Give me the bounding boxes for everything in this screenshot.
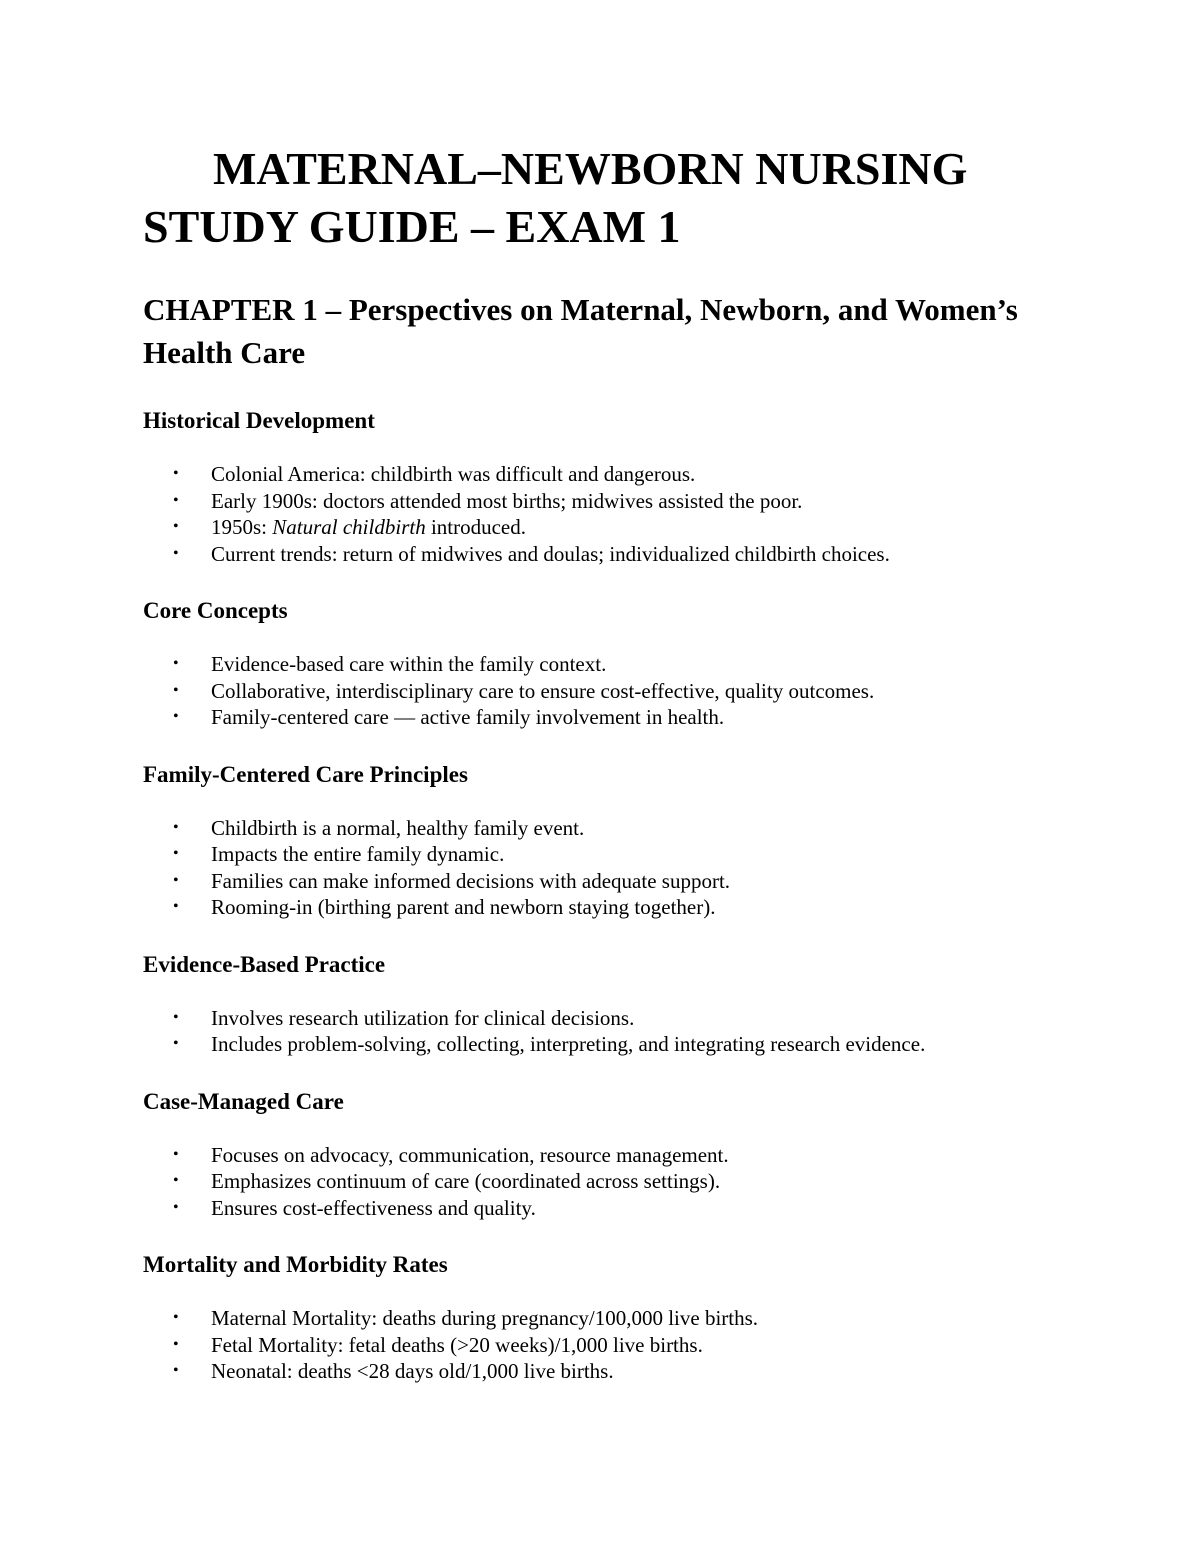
bullet-list (143, 461, 1043, 567)
list-item (143, 841, 1043, 868)
list-item (143, 704, 1043, 731)
list-item (143, 514, 1043, 541)
bullet-icon: • (173, 681, 179, 699)
section (143, 1251, 1043, 1385)
section (143, 1088, 1043, 1222)
list-item (143, 815, 1043, 842)
section-heading: Evidence-Based Practice (143, 951, 386, 977)
list-item (143, 1142, 1043, 1169)
bullet-icon: • (173, 518, 179, 535)
bullet-icon: • (173, 898, 179, 915)
list-item (143, 678, 1043, 705)
bullet-list (143, 815, 1043, 921)
list-item (143, 1358, 1043, 1385)
emphasis-text: Natural childbirth (272, 515, 426, 539)
bullet-icon: • (173, 491, 179, 509)
list-item (143, 1168, 1043, 1195)
bullet-list (143, 1005, 1043, 1058)
section (143, 407, 1043, 567)
section (143, 761, 1043, 921)
section-heading: Family-Centered Care Principles (143, 761, 468, 787)
list-item-text: Evidence-based care within the family context. (211, 652, 607, 676)
list-item (143, 1195, 1043, 1222)
list-item (143, 1005, 1043, 1032)
bullet-icon: • (173, 1035, 179, 1052)
list-item-text: Involves research utilization for clinical decisions. (211, 1005, 635, 1030)
bullet-icon: • (173, 845, 179, 862)
bullet-icon: • (173, 1008, 179, 1026)
chapter-title: CHAPTER 1 – Perspectives on Maternal, Newborn, and Women’s Health Care (143, 292, 1018, 370)
document-content (143, 140, 1043, 1385)
bullet-icon: • (173, 465, 179, 482)
list-item-text: Family-centered care — active family involvement in health. (211, 705, 725, 729)
list-item-text: Impacts the entire family dynamic. (211, 842, 505, 866)
list-item-text: Rooming-in (birthing parent and newborn staying together). (211, 895, 716, 919)
list-item-text: Neonatal: deaths <28 days old/1,000 live births. (211, 1359, 614, 1383)
bullet-icon: • (173, 818, 179, 836)
section-heading: Mortality and Morbidity Rates (143, 1252, 448, 1277)
list-item-text: Current trends: return of midwives and doulas; individualized childbirth choices. (211, 541, 890, 566)
bullet-list (143, 651, 1043, 731)
list-item (143, 651, 1043, 678)
section-heading: Case-Managed Care (143, 1088, 344, 1114)
section-heading: Core Concepts (143, 598, 288, 623)
bullet-icon: • (173, 1362, 179, 1379)
list-item (143, 461, 1043, 488)
list-item-text: Includes problem-solving, collecting, interpreting, and integrating research evidence. (211, 1032, 926, 1056)
list-item (143, 1305, 1043, 1332)
bullet-icon: • (173, 544, 179, 562)
bullet-icon: • (173, 655, 179, 672)
bullet-icon: • (173, 1309, 179, 1326)
bullet-list (143, 1305, 1043, 1385)
list-item-text: Fetal Mortality: fetal deaths (>20 weeks)/1,000 live births. (211, 1332, 703, 1357)
list-item-text: Families can make informed decisions with adequate support. (211, 868, 731, 893)
list-item-text: Colonial America: childbirth was difficult and dangerous. (211, 462, 696, 486)
bullet-icon: • (173, 1198, 179, 1216)
bullet-icon: • (173, 1145, 179, 1163)
list-item (143, 488, 1043, 515)
document-title: MATERNAL–NEWBORN NURSING STUDY GUIDE – EXAM 1 (143, 143, 968, 252)
bullet-icon: • (173, 1172, 179, 1189)
list-item (143, 894, 1043, 921)
section (143, 597, 1043, 731)
list-item-text: 1950s: Natural childbirth introduced. (211, 515, 527, 539)
list-item-text: Early 1900s: doctors attended most births; midwives assisted the poor. (211, 488, 803, 513)
list-item-text: Childbirth is a normal, healthy family event. (211, 815, 585, 840)
list-item-text: Collaborative, interdisciplinary care to ensure cost-effective, quality outcomes. (211, 678, 875, 703)
bullet-icon: • (173, 1335, 179, 1353)
section-heading: Historical Development (143, 408, 375, 433)
sections-container (143, 407, 1043, 1385)
section (143, 951, 1043, 1058)
list-item (143, 1031, 1043, 1058)
bullet-list (143, 1142, 1043, 1222)
list-item-text: Ensures cost-effectiveness and quality. (211, 1195, 536, 1220)
bullet-icon: • (173, 871, 179, 889)
list-item (143, 1332, 1043, 1359)
list-item-text: Maternal Mortality: deaths during pregnancy/100,000 live births. (211, 1306, 759, 1330)
list-item (143, 868, 1043, 895)
bullet-icon: • (173, 708, 179, 725)
list-item-text: Focuses on advocacy, communication, resource management. (211, 1142, 729, 1167)
list-item-text: Emphasizes continuum of care (coordinated across settings). (211, 1169, 721, 1193)
list-item (143, 541, 1043, 568)
